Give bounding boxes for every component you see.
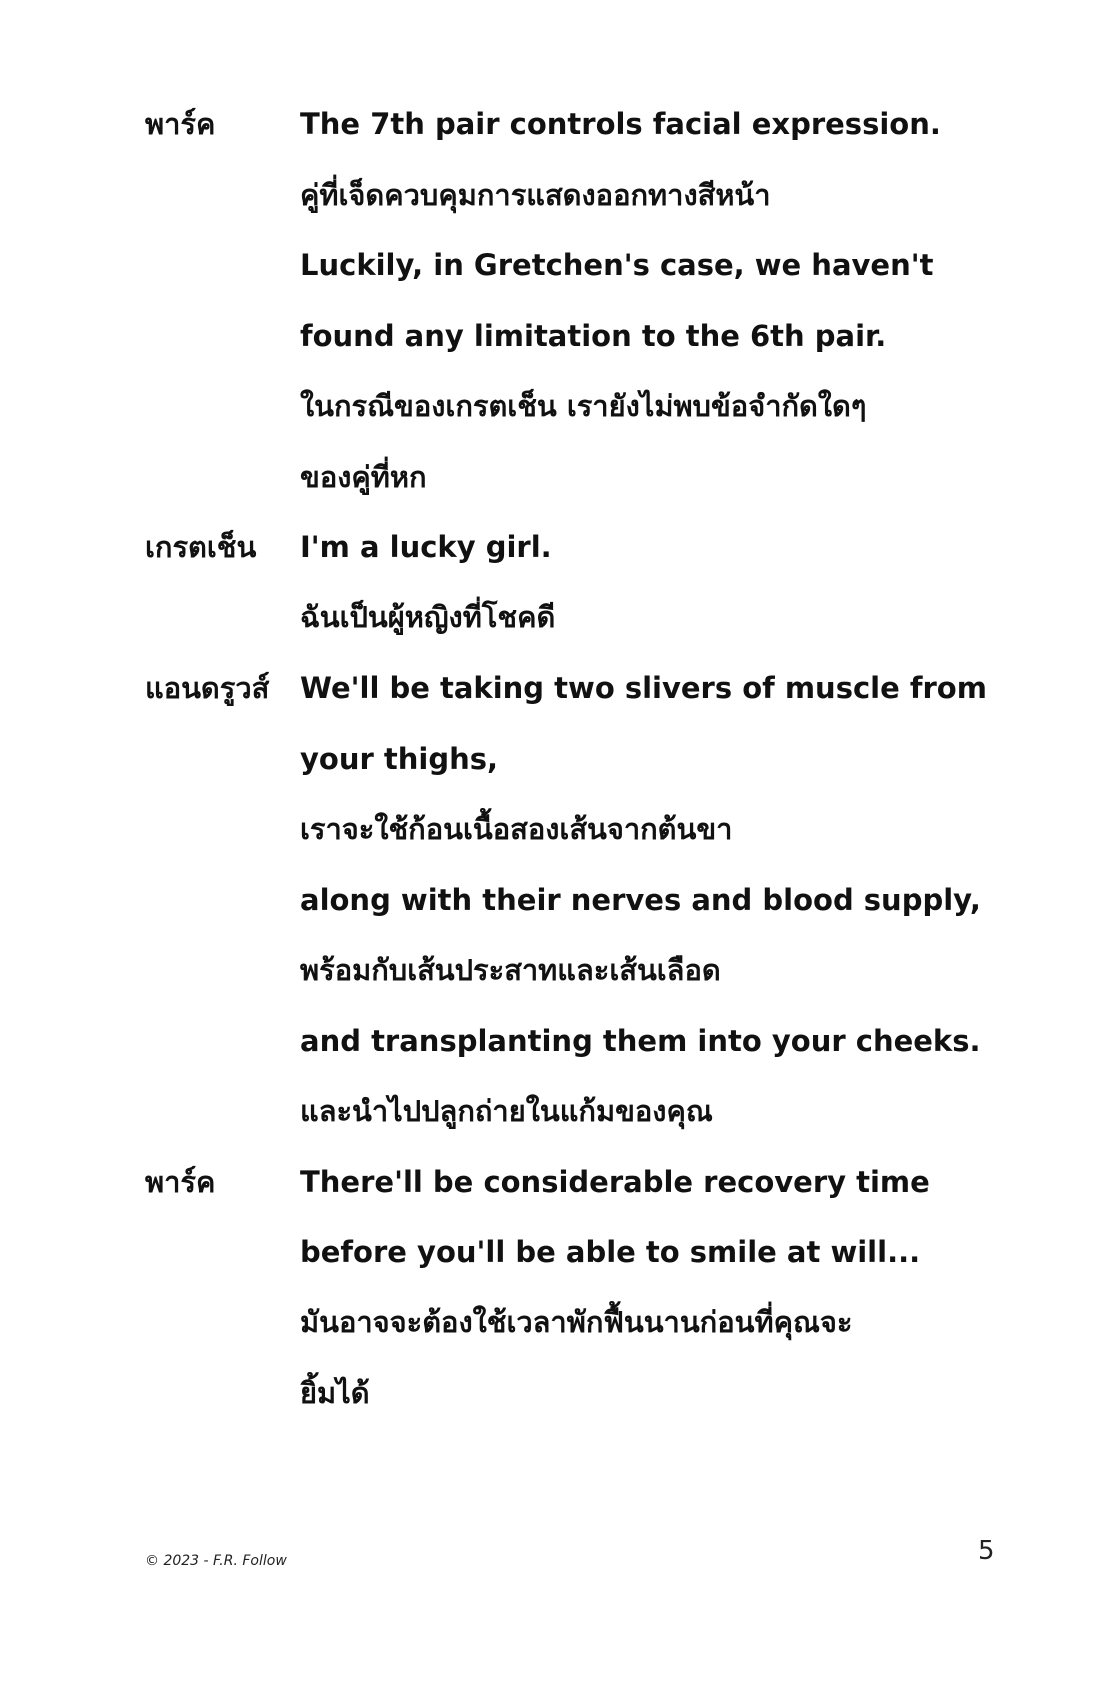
speaker-name: แอนดรูวส์ — [145, 671, 270, 705]
dialogue-line: และนำไปปลูกถ่ายในแก้มของคุณ — [300, 1094, 713, 1128]
dialogue-line: ยิ้มได้ — [300, 1376, 370, 1410]
dialogue-line: along with their nerves and blood supply, — [300, 883, 981, 917]
dialogue-line: I'm a lucky girl. — [300, 530, 552, 564]
dialogue-line: เราจะใช้ก้อนเนื้อสองเส้นจากต้นขา — [300, 812, 733, 846]
dialogue-line: มันอาจจะต้องใช้เวลาพักฟื้นนานก่อนที่คุณจะ — [300, 1305, 853, 1339]
dialogue-line: Luckily, in Gretchen's case, we haven't — [300, 248, 934, 282]
speaker-name: พาร์ค — [145, 1165, 216, 1199]
dialogue-line: คู่ที่เจ็ดควบคุมการแสดงออกทางสีหน้า — [300, 178, 771, 212]
speaker-name: เกรตเช็น — [145, 530, 257, 564]
dialogue-line: ในกรณีของเกรตเช็น เรายังไม่พบข้อจำกัดใดๆ — [300, 389, 867, 423]
dialogue-line: ของคู่ที่หก — [300, 460, 427, 494]
dialogue-line: and transplanting them into your cheeks. — [300, 1024, 981, 1058]
dialogue-line: The 7th pair controls facial expression. — [300, 107, 941, 141]
dialogue-line: We'll be taking two slivers of muscle from — [300, 671, 987, 705]
dialogue-line: before you'll be able to smile at will... — [300, 1235, 921, 1269]
page-number: 5 — [978, 1536, 995, 1566]
dialogue-line: your thighs, — [300, 742, 499, 776]
dialogue-line: พร้อมกับเส้นประสาทและเส้นเลือด — [300, 953, 721, 987]
speaker-name: พาร์ค — [145, 107, 216, 141]
dialogue-line: found any limitation to the 6th pair. — [300, 319, 887, 353]
copyright-notice: © 2023 - F.R. Follow — [145, 1553, 287, 1569]
dialogue-line: There'll be considerable recovery time — [300, 1165, 930, 1199]
dialogue-line: ฉันเป็นผู้หญิงที่โชคดี — [300, 600, 556, 634]
